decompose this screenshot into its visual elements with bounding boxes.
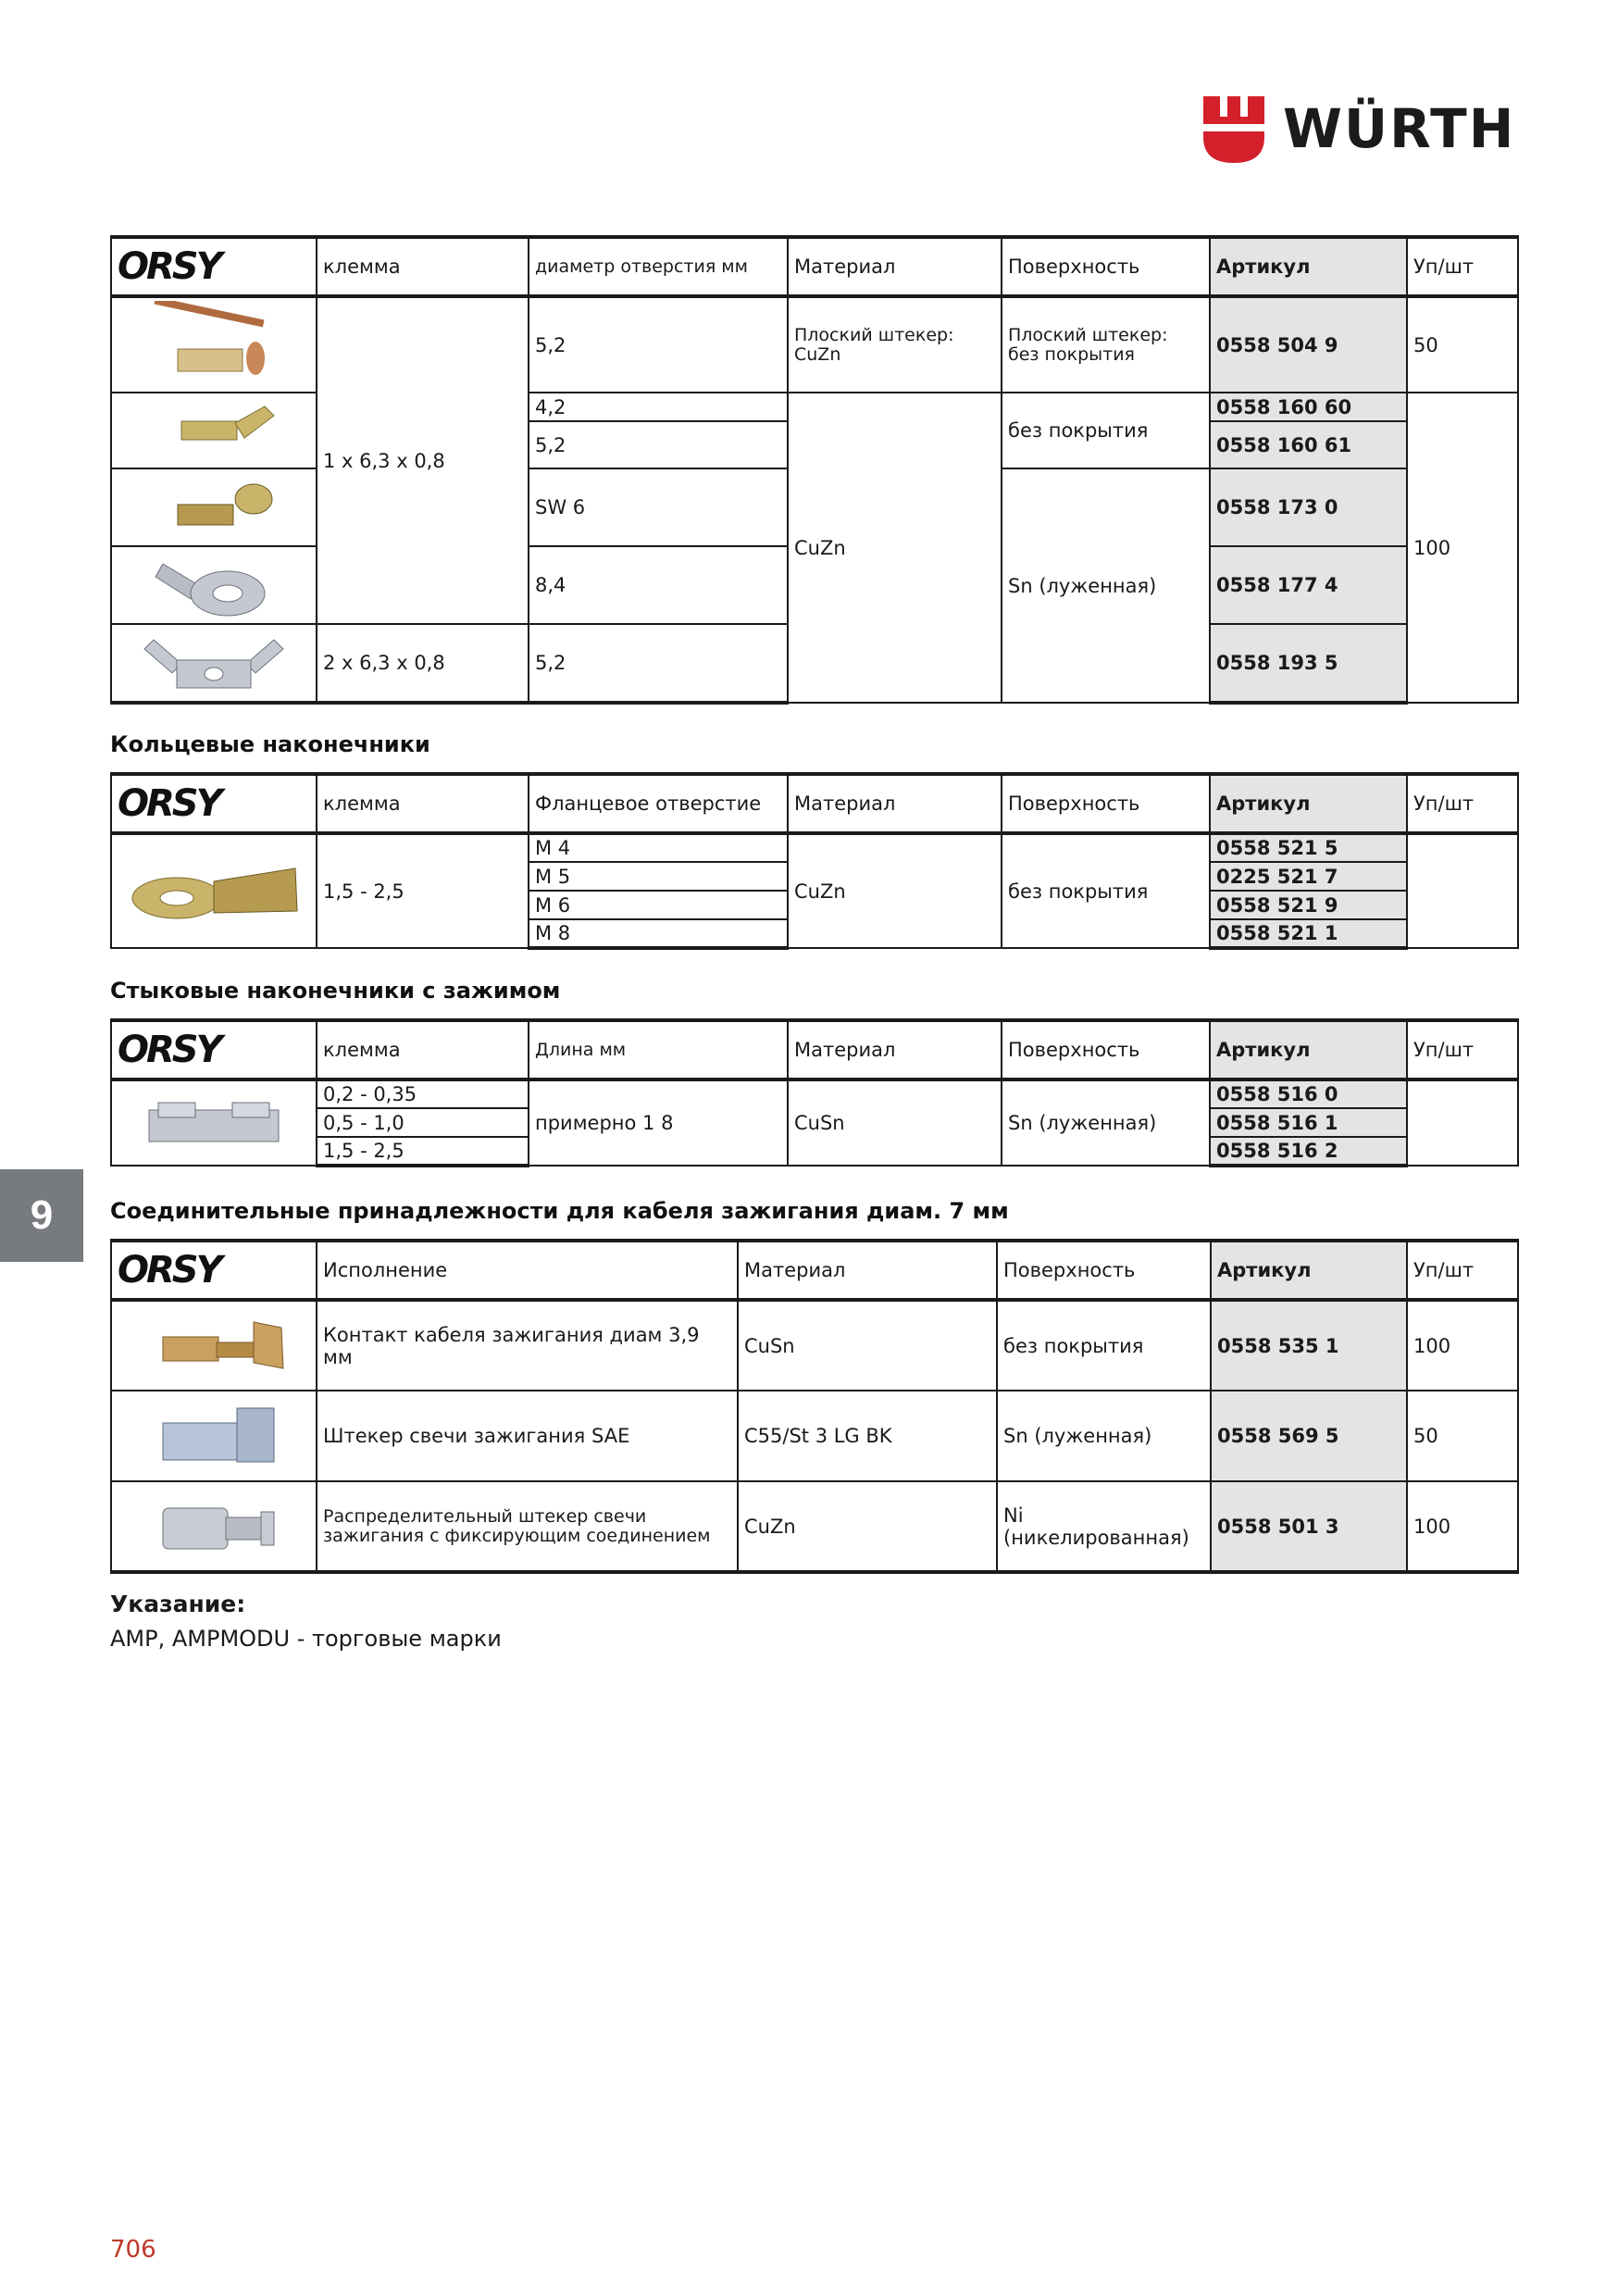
ring-terminal-image — [121, 841, 306, 942]
wurth-logo — [1203, 96, 1518, 167]
col-surface: Поверхность — [1002, 774, 1210, 833]
surface-cell: без покрытия — [997, 1300, 1211, 1391]
hole-cell: 8,4 — [529, 546, 788, 624]
article-cell: 0558 504 9 — [1210, 296, 1407, 393]
article-cell: 0558 193 5 — [1210, 624, 1407, 703]
col-material: Материал — [788, 237, 1002, 296]
surface-group: Sn (луженная) — [1002, 468, 1210, 703]
distributor-plug-image — [126, 1486, 302, 1567]
col-terminal: клемма — [317, 1020, 529, 1079]
material-group: CuZn — [788, 393, 1002, 703]
surface-cell: Sn (луженная) — [1002, 1079, 1210, 1166]
wurth-logo-mark — [1203, 96, 1264, 163]
flat-plug-sw-image — [126, 471, 302, 543]
terminal-cell: 1,5 - 2,5 — [317, 1137, 529, 1166]
article-cell: 0558 160 61 — [1210, 421, 1407, 468]
col-pack: Уп/шт — [1407, 1241, 1518, 1300]
section-title-butt-splices: Стыковые наконечники с зажимом — [110, 978, 561, 1004]
flange-hole-cell: M 5 — [529, 862, 788, 891]
double-flat-plug-image — [126, 627, 302, 699]
material-cell: CuSn — [738, 1300, 997, 1391]
section-title-ring-terminals: Кольцевые наконечники — [110, 731, 430, 757]
section-title-ignition-cable: Соединительные принадлежности для кабеля зажигания диам. 7 мм — [110, 1198, 1009, 1224]
pack-cell: 50 — [1407, 296, 1518, 393]
hole-cell: SW 6 — [529, 468, 788, 546]
pack-cell: 50 — [1407, 1391, 1518, 1481]
pack-group: 100 — [1407, 393, 1518, 703]
surface-cell: без покрытия — [1002, 833, 1210, 948]
hole-cell: 5,2 — [529, 421, 788, 468]
spark-plug-connector-image — [126, 1395, 302, 1477]
col-article: Артикул — [1210, 237, 1407, 296]
product-image — [111, 1079, 317, 1166]
col-flange-hole: Фланцевое отверстие — [529, 774, 788, 833]
col-material: Материал — [788, 774, 1002, 833]
pack-cell: 100 — [1407, 1300, 1518, 1391]
hole-cell: 5,2 — [529, 296, 788, 393]
col-article: Артикул — [1211, 1241, 1407, 1300]
col-material: Материал — [738, 1241, 997, 1300]
product-image — [111, 1300, 317, 1391]
product-image — [111, 624, 317, 703]
article-cell: 0558 501 3 — [1211, 1481, 1407, 1572]
table-ring-terminals — [110, 772, 1519, 950]
col-pack: Уп/шт — [1407, 774, 1518, 833]
article-cell: 0558 521 5 — [1210, 833, 1407, 862]
flange-hole-cell: M 6 — [529, 891, 788, 919]
material-cell: CuZn — [788, 833, 1002, 948]
article-cell: 0558 160 60 — [1210, 393, 1407, 421]
product-image — [111, 393, 317, 468]
pack-cell — [1407, 833, 1518, 948]
orsy-logo: ORSY — [111, 1241, 317, 1300]
surface-cell: Sn (луженная) — [997, 1391, 1211, 1481]
terminal-cell: 0,5 - 1,0 — [317, 1108, 529, 1137]
material-cell: CuZn — [738, 1481, 997, 1572]
material-cell: C55/St 3 LG BK — [738, 1391, 997, 1481]
article-cell: 0558 521 9 — [1210, 891, 1407, 919]
ignition-contact-image — [126, 1305, 302, 1387]
product-image — [111, 468, 317, 546]
pack-cell: 100 — [1407, 1481, 1518, 1572]
wurth-logo-text: WÜRTH — [1283, 97, 1516, 160]
col-terminal: клемма — [317, 237, 529, 296]
page-number: 706 — [110, 2236, 156, 2264]
article-cell: 0558 173 0 — [1210, 468, 1407, 546]
col-surface: Поверхность — [997, 1241, 1211, 1300]
version-cell: Контакт кабеля зажигания диам 3,9 мм — [317, 1300, 738, 1391]
article-cell: 0225 521 7 — [1210, 862, 1407, 891]
terminal-cell: 0,2 - 0,35 — [317, 1079, 529, 1108]
article-cell: 0558 521 1 — [1210, 919, 1407, 948]
article-cell: 0558 535 1 — [1211, 1300, 1407, 1391]
hole-cell: 4,2 — [529, 393, 788, 421]
surface-cell: Плоский штекер: без покрытия — [1002, 296, 1210, 393]
product-image — [111, 296, 317, 393]
col-material: Материал — [788, 1020, 1002, 1079]
article-cell: 0558 516 0 — [1210, 1079, 1407, 1108]
col-hole-diameter: диаметр отверстия мм — [529, 237, 788, 296]
note-text: AMP, AMPMODU - торговые марки — [110, 1626, 502, 1652]
pack-cell — [1407, 1079, 1518, 1166]
article-cell: 0558 569 5 — [1211, 1391, 1407, 1481]
article-cell: 0558 177 4 — [1210, 546, 1407, 624]
product-image — [111, 546, 317, 624]
material-cell: CuSn — [788, 1079, 1002, 1166]
length-cell: примерно 1 8 — [529, 1079, 788, 1166]
terminal-cell: 1,5 - 2,5 — [317, 833, 529, 948]
hole-cell: 5,2 — [529, 624, 788, 703]
flat-plug-rivet-image — [126, 301, 302, 390]
note-title: Указание: — [110, 1591, 246, 1617]
col-surface: Поверхность — [1002, 237, 1210, 296]
version-cell: Штекер свечи зажигания SAE — [317, 1391, 738, 1481]
table-ignition-cable — [110, 1239, 1519, 1574]
surface-cell: Ni (никелированная) — [997, 1481, 1211, 1572]
col-terminal: клемма — [317, 774, 529, 833]
col-article: Артикул — [1210, 774, 1407, 833]
chapter-tab[interactable]: 9 — [0, 1169, 83, 1262]
col-length: Длина мм — [529, 1020, 788, 1079]
article-cell: 0558 516 2 — [1210, 1137, 1407, 1166]
col-article: Артикул — [1210, 1020, 1407, 1079]
col-pack: Уп/шт — [1407, 1020, 1518, 1079]
col-version: Исполнение — [317, 1241, 738, 1300]
orsy-logo: ORSY — [111, 774, 317, 833]
article-cell: 0558 516 1 — [1210, 1108, 1407, 1137]
terminal-group: 1 x 6,3 x 0,8 — [317, 296, 529, 624]
table-butt-splices — [110, 1018, 1519, 1167]
flange-hole-cell: M 4 — [529, 833, 788, 862]
col-pack: Уп/шт — [1407, 237, 1518, 296]
product-image — [111, 833, 317, 948]
orsy-logo: ORSY — [111, 1020, 317, 1079]
butt-splice-image — [121, 1086, 306, 1160]
terminal-cell: 2 x 6,3 x 0,8 — [317, 624, 529, 703]
version-cell: Распределительный штекер свечи зажигания с фиксирующим соединением — [317, 1481, 738, 1572]
col-surface: Поверхность — [1002, 1020, 1210, 1079]
flange-hole-cell: M 8 — [529, 919, 788, 948]
surface-group: без покрытия — [1002, 393, 1210, 468]
product-image — [111, 1391, 317, 1481]
orsy-logo: ORSY — [111, 237, 317, 296]
flat-plug-angled-image — [126, 395, 302, 466]
table-flat-terminals — [110, 235, 1519, 705]
flat-plug-ring-image — [126, 549, 302, 621]
material-cell: Плоский штекер: CuZn — [788, 296, 1002, 393]
product-image — [111, 1481, 317, 1572]
